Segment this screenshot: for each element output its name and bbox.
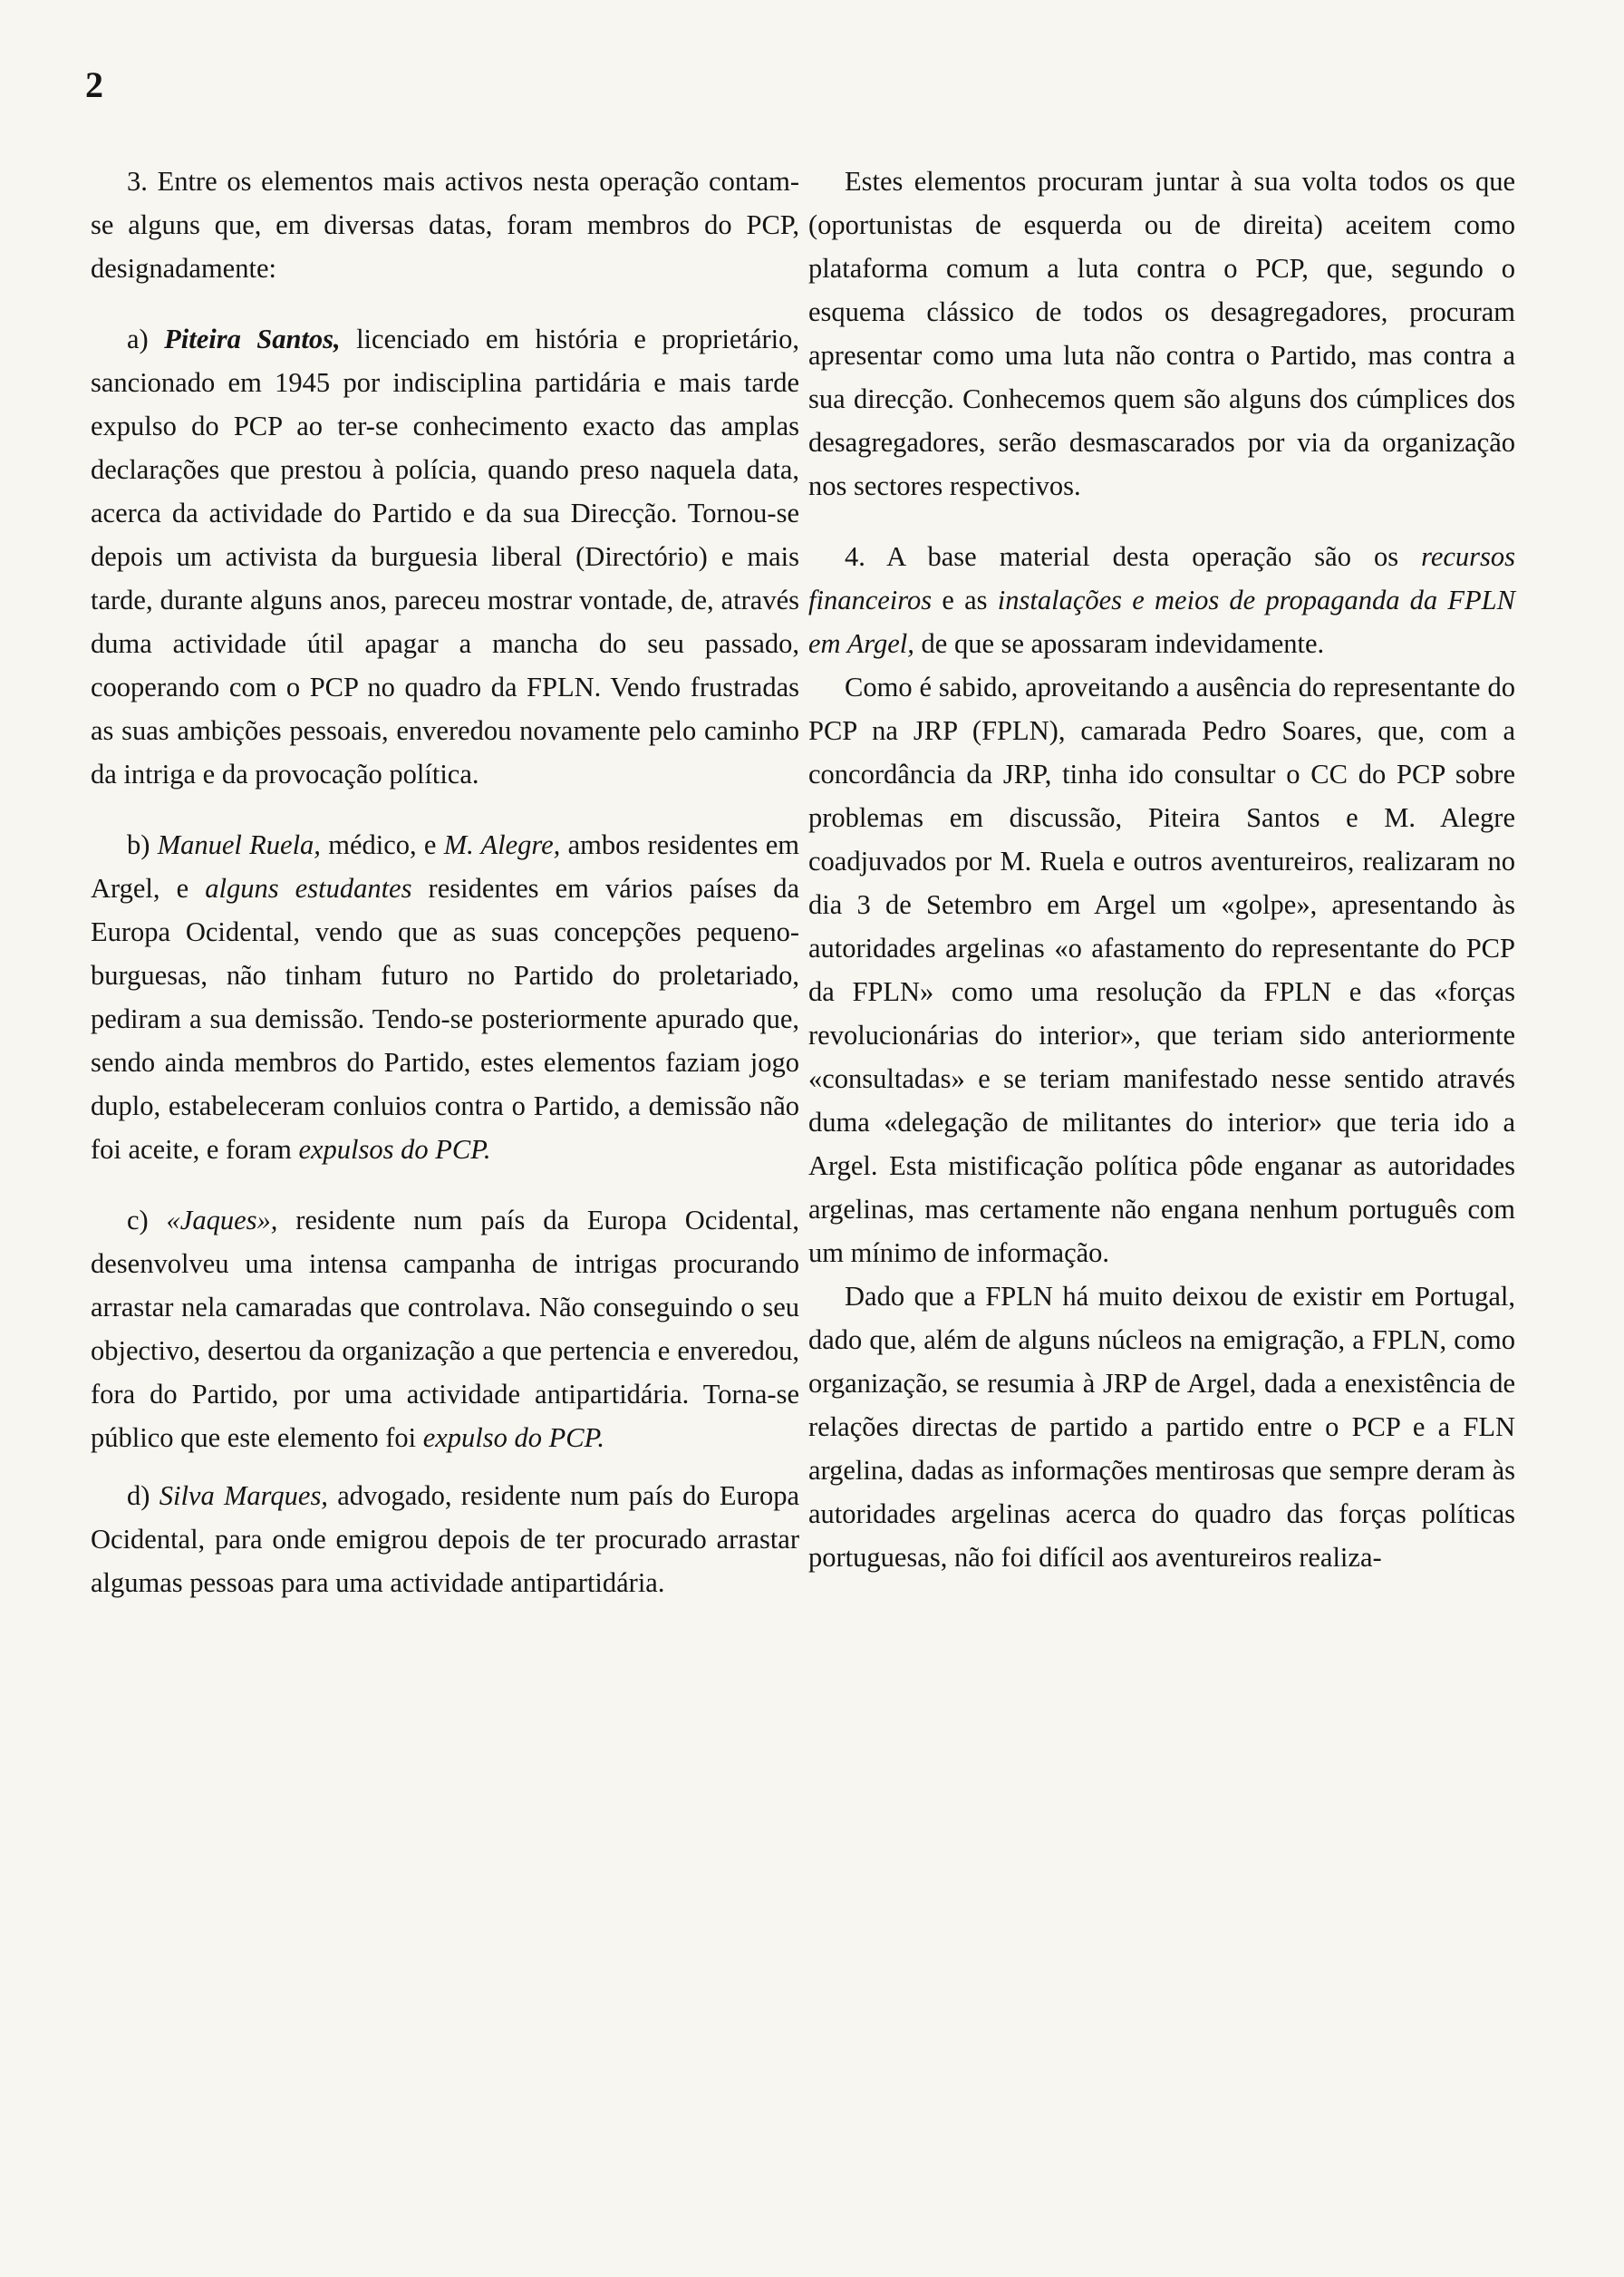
right-column — [808, 160, 1515, 1579]
paragraph-golpe: Como é sabido, aproveitando a ausência do representante do PCP na JRP (FPLN), camarada Pedro Soares, que, com a concordância da JRP, tinha ido consultar o CC do PCP sobre problemas em discussão, Piteira Santos e M. Alegre coadjuvados por M. Ruela e outros aventureiros, realizaram no dia 3 de Setembro em Argel um «golpe», apresentando às autoridades argelinas «o afastamento do representante do PCP da FPLN» como uma resolução da FPLN e das «forças revolucionárias do interior», que teriam sido anteriormente «consultadas» e se teriam manifestado nesse sentido através duma «delegação de militantes do interior» que teria ido a Argel. Esta mistificação política pôde enganar as autoridades argelinas, mas certamente não engana nenhum português com um mínimo de informação. — [808, 672, 1515, 1268]
item-b-text-3: residentes em vários países da Europa Ocidental, vendo que as suas concepções pequeno-burguesas, não tinham futuro no Partido do proletariado, pediram a sua demissão. Tendo-se posteriormente apurado que, sendo ainda membros do Partido, estes elementos faziam jogo duplo, estabeleceram conluios contra o Partido, a demissão não foi aceite, e foram — [91, 873, 799, 1165]
item-a-name: Piteira Santos, — [164, 324, 341, 354]
paragraph-4-text-b: e as — [932, 585, 998, 615]
paragraph-3: 3. Entre os elementos mais activos nesta operação contam-se alguns que, em diversas datas, foram membros do PCP, designadamente: — [91, 166, 799, 284]
item-b-name-ruela: Manuel Ruela, — [157, 829, 321, 860]
item-d-prefix: d) — [127, 1480, 160, 1511]
item-d-text: advogado, residente num país do Europa Ocidental, para onde emigrou depois de ter procurado arrastar algumas pessoas para uma actividade antipartidária. — [91, 1480, 799, 1598]
item-b-text-1: médico, e — [320, 829, 444, 860]
item-b-name-students: alguns estudantes — [205, 873, 412, 904]
item-d-name: Silva Marques, — [159, 1480, 328, 1511]
item-a-prefix: a) — [127, 324, 165, 354]
item-a-text: licenciado em história e proprietário, sancionado em 1945 por indisciplina partidária e mais tarde expulso do PCP ao ter-se conhecimento exacto das amplas declarações que prestou à polícia, quando preso naquela data, acerca da actividade do Partido e da sua Direcção. Tornou-se depois um activista da burguesia liberal (Directório) e mais tarde, durante alguns anos, pareceu mostrar vontade, de, através duma actividade útil apagar a mancha do seu passado, cooperando com o PCP no quadro da FPLN. Vendo frustradas as suas ambições pessoais, enveredou novamente pelo caminho da intriga e da provocação política. — [91, 324, 799, 790]
item-a — [91, 317, 799, 796]
left-column — [91, 160, 799, 1604]
item-c-prefix: c) — [127, 1205, 167, 1235]
paragraph-4-emphasis-1: recursos financeiros — [808, 541, 1515, 615]
item-b-emphasis: expulsos do PCP. — [298, 1134, 491, 1165]
item-c-emphasis: expulso do PCP. — [422, 1422, 604, 1453]
item-c — [91, 1198, 799, 1459]
paragraph-4-text-c: de que se apossaram indevidamente. — [914, 628, 1325, 659]
paragraph-4 — [808, 535, 1515, 665]
item-b-prefix: b) — [127, 829, 158, 860]
page-number: 2 — [85, 64, 103, 105]
paragraph-elements: Estes elementos procuram juntar à sua volta todos os que (oportunistas de esquerda ou de direita) aceitem como plataforma comum a luta contra o PCP, que, segundo o esquema clássico de todos os desagregadores, procuram apresentar como uma luta não contra o Partido, mas contra a sua direcção. Conhecemos quem são alguns dos cúmplices dos desagregadores, serão desmascarados por via da organização nos sectores respectivos. — [808, 166, 1515, 501]
paragraph-4-text-a: 4. A base material desta operação são os — [845, 541, 1422, 572]
item-d — [91, 1474, 799, 1604]
item-b — [91, 823, 799, 1171]
item-c-text: residente num país da Europa Ocidental, desenvolveu uma intensa campanha de intrigas procurando arrastar nela camaradas que controlava. Não conseguindo o seu objectivo, desertou da organização a que pertencia e enveredou, fora do Partido, por uma actividade antipartidária. Torna-se público que este elemento foi — [91, 1205, 799, 1453]
item-b-name-alegre: M. Alegre, — [443, 829, 561, 860]
paragraph-4-emphasis-2: instalações e meios de propaganda da FPLN em Argel, — [808, 585, 1515, 659]
item-b-text-2: ambos residentes em Argel, e — [91, 829, 799, 904]
paragraph-fpln: Dado que a FPLN há muito deixou de existir em Portugal, dado que, além de alguns núcleos na emigração, a FPLN, como organização, se resumia à JRP de Argel, dada a enexistência de relações directas de partido a partido entre o PCP e a FLN argelina, dadas as informações mentirosas que sempre deram às autoridades argelinas acerca do quadro das forças políticas portuguesas, não foi difícil aos aventureiros realiza- — [808, 1281, 1515, 1573]
item-c-name: «Jaques», — [166, 1205, 278, 1235]
